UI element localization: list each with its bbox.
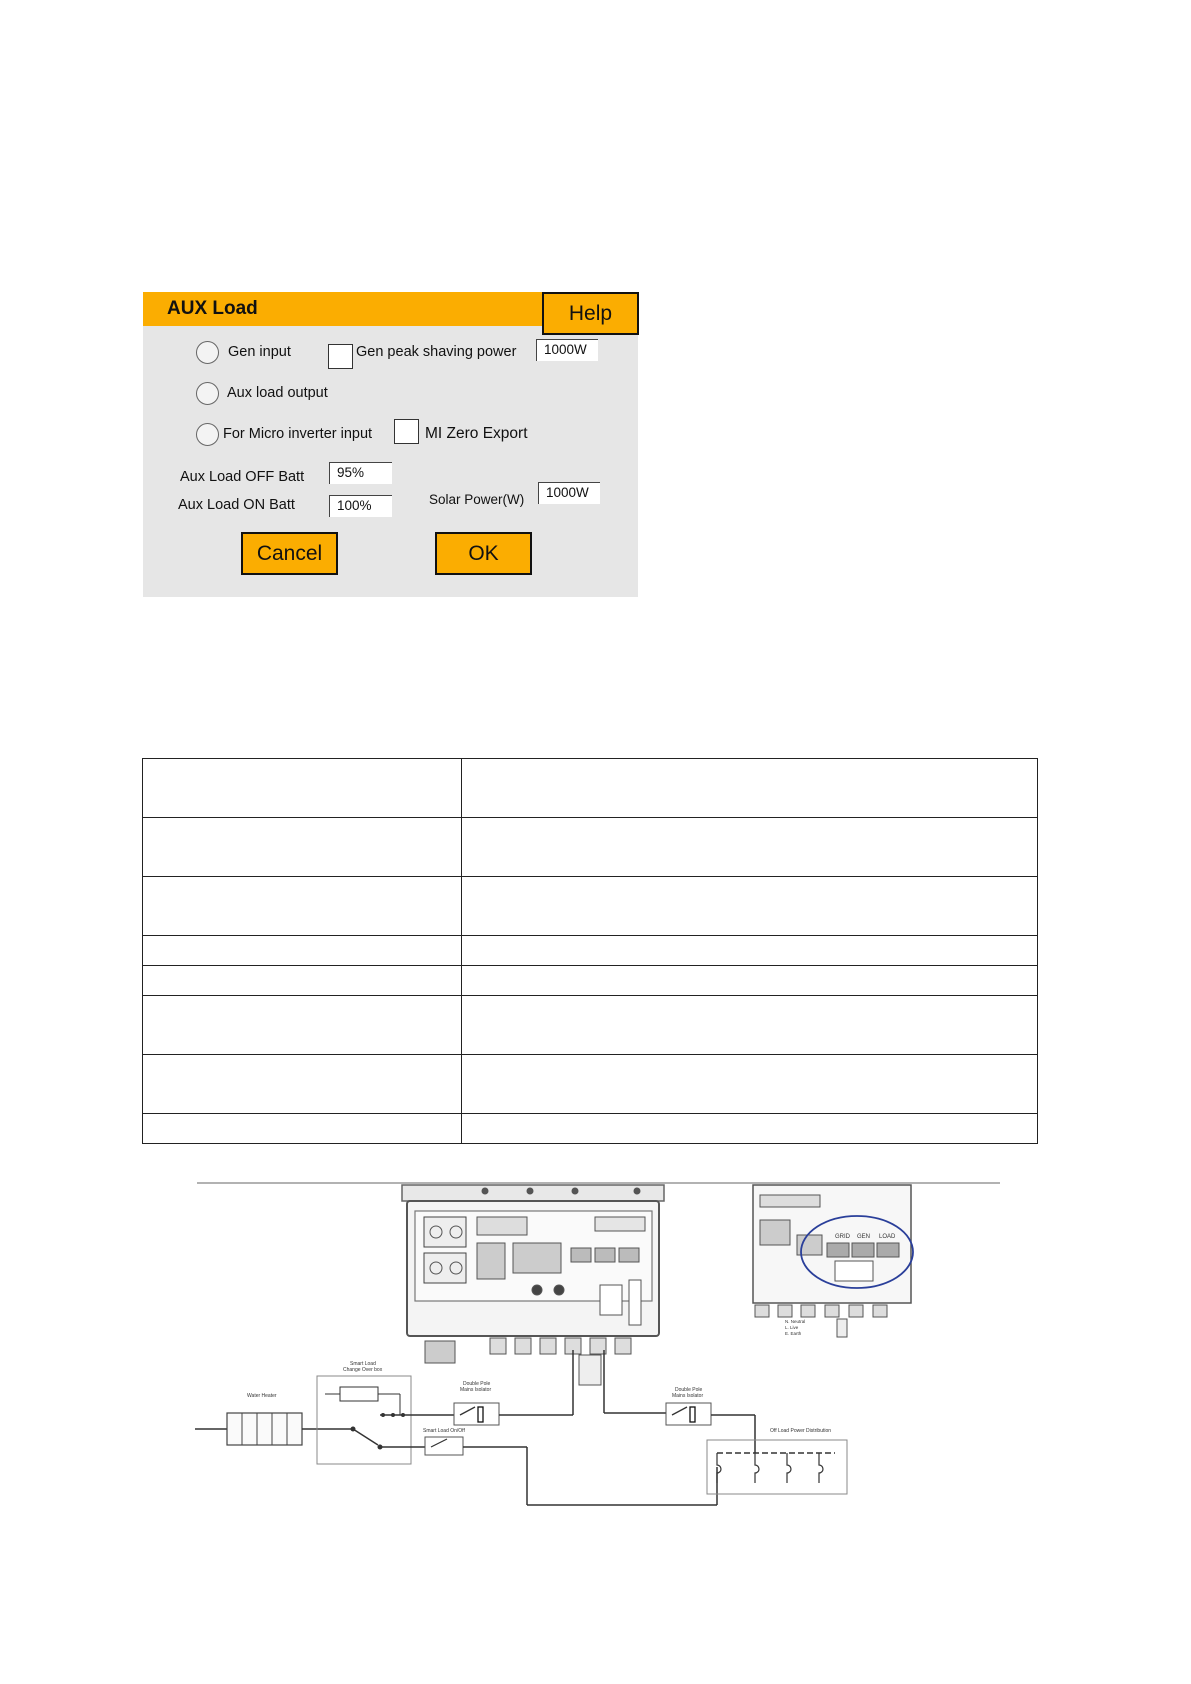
table-cell — [462, 936, 1038, 966]
aux-on-batt-label: Aux Load ON Batt — [178, 497, 295, 513]
table-cell — [143, 877, 462, 936]
cancel-button[interactable]: Cancel — [241, 532, 338, 575]
grid-terminal-label: GRID — [835, 1234, 850, 1240]
table-cell — [462, 818, 1038, 877]
table-row — [143, 1055, 1038, 1114]
mi-zero-export-checkbox[interactable] — [394, 419, 419, 444]
smart-load-onoff-label: Smart Load On/Off — [423, 1428, 465, 1434]
gen-peak-shaving-checkbox[interactable] — [328, 344, 353, 369]
changeover-label: Smart Load — [350, 1361, 376, 1367]
legend-live: L. Live — [785, 1325, 799, 1330]
legend-earth: E. Earth — [785, 1331, 802, 1336]
water-heater-label: Water Heater — [247, 1393, 277, 1399]
table-cell — [143, 936, 462, 966]
isolator-1-label-2: Mains Isolator — [460, 1387, 492, 1393]
table-cell — [143, 759, 462, 818]
inverter-detail-box — [753, 1185, 913, 1337]
dialog-title: AUX Load — [167, 298, 258, 319]
table-row — [143, 966, 1038, 996]
solar-power-label: Solar Power(W) — [429, 492, 525, 507]
table-cell — [143, 1114, 462, 1144]
ok-button[interactable]: OK — [435, 532, 532, 575]
solar-power-field[interactable]: 1000W — [538, 482, 600, 504]
aux-on-batt-field[interactable]: 100% — [329, 495, 392, 517]
gen-input-label: Gen input — [228, 344, 291, 360]
isolator-2-label: Double Pole — [675, 1387, 703, 1393]
aux-load-output-label: Aux load output — [227, 385, 328, 401]
aux-load-dialog — [143, 292, 638, 597]
settings-table — [142, 758, 1038, 1144]
table-row — [143, 818, 1038, 877]
off-load-distribution-label: Off Load Power Distribution — [770, 1428, 832, 1434]
legend-neutral: N. Neutral — [785, 1319, 806, 1324]
help-button[interactable]: Help — [542, 292, 639, 335]
gen-peak-shaving-field[interactable]: 1000W — [536, 339, 598, 361]
table-cell — [462, 1055, 1038, 1114]
table-cell — [462, 877, 1038, 936]
gen-peak-shaving-label: Gen peak shaving power — [356, 344, 517, 360]
table-cell — [143, 1055, 462, 1114]
aux-off-batt-field[interactable]: 95% — [329, 462, 392, 484]
table-cell — [143, 966, 462, 996]
micro-inverter-radio[interactable] — [196, 423, 219, 446]
isolator-1-label: Double Pole — [463, 1381, 491, 1387]
table-cell — [462, 996, 1038, 1055]
wiring-diagram — [195, 1175, 1005, 1535]
table-row — [143, 759, 1038, 818]
inverter-wiring-box — [402, 1185, 664, 1385]
table-cell — [143, 996, 462, 1055]
mi-zero-export-label: MI Zero Export — [425, 425, 528, 442]
changeover-label-2: Change Over box — [343, 1367, 383, 1373]
aux-load-output-radio[interactable] — [196, 382, 219, 405]
smart-load-switch — [425, 1437, 463, 1455]
load-terminal-label: LOAD — [879, 1234, 896, 1240]
off-load-distribution-box — [707, 1440, 847, 1494]
gen-terminal-label: GEN — [857, 1234, 871, 1240]
gen-input-radio[interactable] — [196, 341, 219, 364]
table-cell — [462, 759, 1038, 818]
table-row — [143, 936, 1038, 966]
isolator-2-label-2: Mains Isolator — [672, 1393, 704, 1399]
water-heater-element — [227, 1413, 302, 1445]
micro-inverter-label: For Micro inverter input — [223, 426, 373, 442]
aux-off-batt-label: Aux Load OFF Batt — [180, 469, 305, 485]
table-row — [143, 1114, 1038, 1144]
table-cell — [462, 1114, 1038, 1144]
table-row — [143, 996, 1038, 1055]
table-cell — [143, 818, 462, 877]
table-row — [143, 877, 1038, 936]
table-cell — [462, 966, 1038, 996]
